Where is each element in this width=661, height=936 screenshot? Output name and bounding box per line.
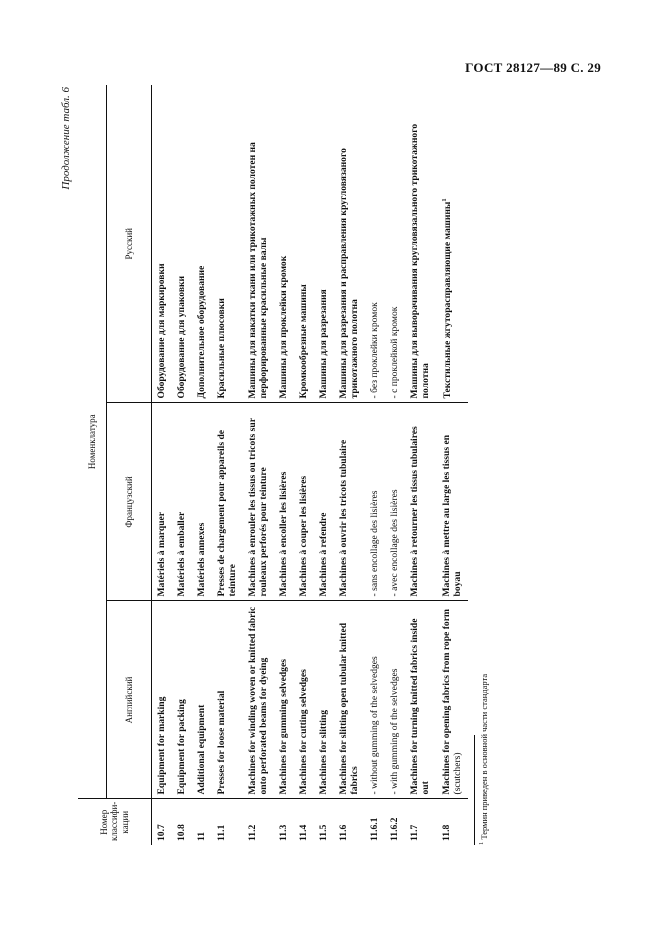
cell-english-text: Equipment for packing [176, 699, 188, 795]
cell-french-text: Matériels à marquer [156, 511, 167, 597]
cell-russian [274, 85, 294, 403]
table-row [152, 85, 173, 845]
cell-number [294, 799, 314, 845]
cell-russian [192, 85, 212, 403]
cell-russian [405, 85, 436, 403]
table-row [405, 85, 436, 845]
cell-french [274, 403, 294, 601]
continuation-label: Продолжение табл. 6 [60, 87, 72, 190]
cell-russian [437, 85, 468, 403]
cell-russian [152, 85, 173, 403]
footnote-reference: 1 [440, 198, 448, 202]
cell-russian-text: Машины для выворачивания кругловязального трикотажного полотна [409, 123, 432, 399]
cell-french [385, 403, 405, 601]
cell-french [212, 403, 243, 601]
table-row [334, 85, 365, 845]
table-row [192, 85, 212, 845]
cell-number-text: 10.8 [176, 824, 188, 841]
cell-french-text: - sans encollage des lisières [369, 490, 381, 597]
cell-english-text: Machines for opening fabrics from rope form [440, 609, 452, 795]
cell-number-text: 10.7 [156, 824, 167, 841]
cell-french [405, 403, 436, 601]
cell-french [437, 403, 468, 601]
cell-number-text: 11 [196, 831, 208, 841]
cell-russian-text: Текстильные жгуторасправляющие машины [441, 201, 453, 399]
table-row [243, 85, 274, 845]
cell-french [243, 403, 274, 601]
cell-english [385, 601, 405, 799]
cell-number-text: 11.6 [338, 824, 350, 841]
cell-number-text: 11.3 [278, 824, 290, 841]
cell-english [314, 601, 334, 799]
cell-number [405, 799, 436, 845]
cell-french-text: Matériels à emballer [176, 511, 188, 597]
nomenclature-table [78, 85, 468, 845]
cell-russian [334, 85, 365, 403]
cell-number-text: 11.1 [216, 824, 228, 841]
cell-number-text: 11.6.1 [369, 817, 381, 841]
cell-number [274, 799, 294, 845]
page-header: ГОСТ 28127—89 С. 29 [465, 60, 601, 75]
cell-english [243, 601, 274, 799]
cell-russian-text: Красильные плюсовки [216, 298, 228, 399]
cell-english-text: Machines for turning knitted fabrics inside out [409, 618, 432, 795]
cell-english [172, 601, 192, 799]
cell-english [152, 601, 173, 799]
cell-russian-text: - с проклейкой кромок [389, 306, 401, 399]
cell-number [385, 799, 405, 845]
cell-number [437, 799, 468, 845]
header-english: Английский [107, 601, 152, 799]
cell-french-text: Machines à couper les lisières [298, 475, 310, 597]
cell-english-text: Equipment for marking [156, 696, 167, 795]
cell-french-text: Machines à refendre [318, 512, 330, 597]
cell-number-text: 11.4 [298, 824, 310, 841]
header-nomenclature: Номенклатура [78, 85, 107, 799]
table-row [365, 85, 385, 845]
cell-russian [294, 85, 314, 403]
cell-english-text: Machines for gumming selvedges [278, 659, 290, 795]
cell-french-text: Machines à encoller les lisières [278, 471, 290, 597]
cell-russian-text: Дополнительное оборудование [196, 265, 208, 399]
cell-english-text: Additional equipment [196, 704, 208, 795]
table-row [437, 85, 468, 845]
cell-number [192, 799, 212, 845]
cell-russian [243, 85, 274, 403]
cell-number-text: 11.8 [440, 824, 452, 841]
cell-english [437, 601, 468, 799]
cell-number [334, 799, 365, 845]
table-row [314, 85, 334, 845]
cell-number [152, 799, 173, 845]
cell-number-text: 11.6.2 [389, 817, 401, 841]
table-row [274, 85, 294, 845]
cell-russian-text: Оборудование для упаковки [176, 275, 188, 399]
cell-russian-text: Машины для разрезания [318, 289, 330, 399]
cell-french [294, 403, 314, 601]
cell-english-text: - with gumming of the selvedges [389, 668, 401, 795]
footnote-text: Термин приведен в основной части стандарта [478, 673, 489, 840]
cell-french-text: Machines à ouvrir les tricots tubulaire [338, 439, 350, 597]
table-row [172, 85, 192, 845]
cell-russian [365, 85, 385, 403]
cell-french [172, 403, 192, 601]
cell-number [365, 799, 385, 845]
cell-french [365, 403, 385, 601]
cell-russian-text: Машины для проклейки кромок [278, 255, 290, 399]
cell-french [152, 403, 173, 601]
cell-english-note: (scutchers) [451, 752, 463, 795]
cell-english [334, 601, 365, 799]
table-row [212, 85, 243, 845]
rotated-table-container [60, 85, 489, 845]
cell-french-text: Presses de chargement pour appareils de teinture [216, 429, 239, 597]
cell-french [314, 403, 334, 601]
cell-number [172, 799, 192, 845]
header-french: Французский [107, 403, 152, 601]
cell-english-text: Presses for loose material [216, 690, 228, 795]
cell-english [365, 601, 385, 799]
cell-english-text: Machines for slitting open tubular knitted fabrics [338, 622, 361, 795]
cell-russian-text: - без проклейки кромок [369, 302, 381, 399]
cell-russian [314, 85, 334, 403]
cell-english [405, 601, 436, 799]
cell-number-text: 11.7 [409, 824, 421, 841]
footnote-divider [474, 735, 475, 845]
footnote-marker: 1 [477, 841, 485, 845]
cell-english-text: Machines for cutting selvedges [298, 669, 310, 795]
cell-russian-text: Кромкообрезные машины [298, 284, 310, 399]
cell-russian [172, 85, 192, 403]
cell-number-text: 11.5 [318, 824, 330, 841]
header-number: Номер классифи-кации [78, 799, 152, 845]
cell-russian-text: Оборудование для маркировки [156, 263, 167, 399]
cell-french-text: Machines à retourner les tissus tubulaires [409, 426, 421, 597]
cell-russian-text: Машины для накатки ткани или трикотажных полотен на перфорированные красильные валы [247, 142, 270, 399]
cell-french-text: Machines à enrouler les tissus ou tricots sur rouleaux perforés pour teinture [247, 418, 270, 597]
cell-number [314, 799, 334, 845]
cell-number [243, 799, 274, 845]
cell-english [274, 601, 294, 799]
table-row [294, 85, 314, 845]
cell-number-text: 11.2 [247, 824, 259, 841]
cell-french-text: Matériels annexes [196, 522, 208, 597]
cell-russian-text: Машины для разрезания и расправления кругловязаного трикотажного полотна [338, 148, 361, 399]
cell-russian [212, 85, 243, 403]
cell-number [212, 799, 243, 845]
cell-french [192, 403, 212, 601]
footnote [478, 85, 489, 845]
table-row [385, 85, 405, 845]
cell-russian [385, 85, 405, 403]
cell-french [334, 403, 365, 601]
cell-english [192, 601, 212, 799]
cell-french-text: - avec encollage des lisières [389, 489, 401, 597]
header-russian: Русский [107, 85, 152, 403]
cell-english-text: Machines for slitting [318, 709, 330, 795]
cell-english-text: - without gumming of the selvedges [369, 656, 381, 795]
cell-english-text: Machines for winding woven or knitted fabric onto perforated beams for dyeing [247, 606, 270, 795]
cell-english [212, 601, 243, 799]
cell-french-text: Machines à mettre au large les tissus en boyau [440, 434, 463, 597]
cell-english [294, 601, 314, 799]
